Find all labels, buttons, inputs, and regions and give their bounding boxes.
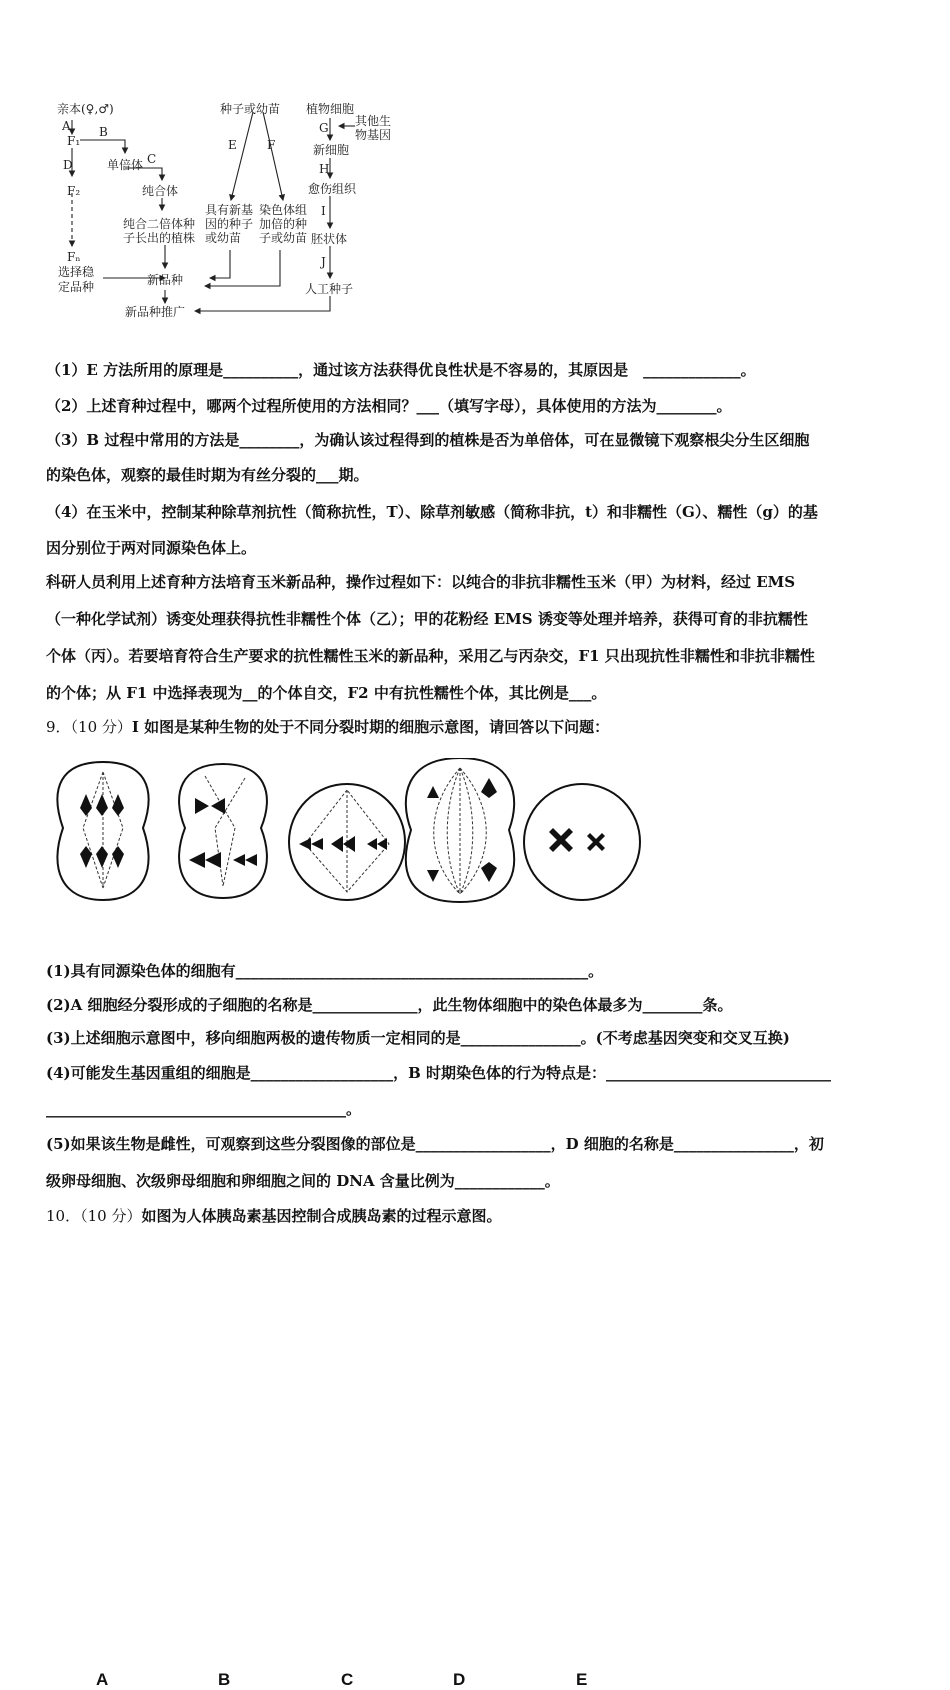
- q9-intro: I 如图是某种生物的处于不同分裂时期的细胞示意图，请回答以下问题：: [131, 718, 610, 736]
- doubled-label-1: 染色体组: [259, 203, 308, 217]
- q8-line-8: （一种化学试剂）诱变处理获得抗性非糯性个体（乙）；甲的花粉经 EMS 诱变等处理并培养，获得可育的非抗糯性: [46, 610, 808, 628]
- step-e-label: E: [228, 138, 237, 152]
- step-d-label: D: [63, 158, 73, 172]
- callus-label: 愈伤组织: [308, 182, 357, 196]
- q9-number: 9．（10 分）: [46, 718, 132, 736]
- new-gene-label-2: 因的种子: [205, 217, 254, 231]
- step-h-label: H: [319, 162, 330, 176]
- artificial-seed-label: 人工种子: [305, 282, 354, 296]
- other-gene-label-1: 其他生: [355, 114, 392, 128]
- doubled-label-3: 子或幼苗: [259, 231, 308, 245]
- q10-heading: [46, 1207, 501, 1225]
- q8-line-1: （1）E 方法所用的原理是__________，通过该方法获得优良性状是不容易的，其原因是 _____________。: [46, 361, 756, 379]
- doubled-label-2: 加倍的种: [259, 217, 308, 231]
- q9-line-7: 级卵母细胞、次级卵母细胞和卵细胞之间的 DNA 含量比例为____________。: [46, 1172, 560, 1190]
- new-gene-label-1: 具有新基: [205, 203, 254, 217]
- fn-label: Fₙ: [67, 250, 81, 264]
- step-f-label: F: [267, 138, 276, 152]
- haploid-label: 单倍体: [107, 158, 144, 172]
- q9-heading: [46, 718, 609, 736]
- q9-line-6: (5)如果该生物是雌性，可观察到这些分裂图像的部位是__________________，D 细胞的名称是________________，初: [46, 1135, 824, 1153]
- q8-line-6: 因分别位于两对同源染色体上。: [46, 539, 257, 557]
- variety-promotion-label: 新品种推广: [125, 305, 186, 319]
- embryoid-label: 胚状体: [311, 232, 348, 246]
- q9-line-5: ________________________________________。: [46, 1100, 362, 1118]
- plant-cell-label: 植物细胞: [306, 102, 355, 116]
- cell-label-b: B: [218, 1670, 231, 1689]
- q8-line-10: 的个体；从 F1 中选择表现为__的个体自交，F2 中有抗性糯性个体，其比例是___。: [46, 684, 607, 702]
- new-gene-label-3: 或幼苗: [205, 231, 242, 245]
- q8-line-3: （3）B 过程中常用的方法是________，为确认该过程得到的植株是否为单倍体，可在显微镜下观察根尖分生区细胞: [46, 431, 810, 449]
- breeding-flow-diagram: [55, 98, 392, 323]
- seed-seedling-label: 种子或幼苗: [220, 102, 281, 116]
- step-a-label: A: [62, 119, 71, 133]
- other-gene-label-2: 物基因: [355, 128, 392, 142]
- pure-line-label: 纯合体: [142, 184, 179, 198]
- q8-line-7: 科研人员利用上述育种方法培育玉米新品种，操作过程如下：以纯合的非抗非糯性玉米（甲）为材料，经过 EMS: [46, 573, 796, 591]
- pure-diploid-label-1: 纯合二倍体种: [123, 217, 196, 231]
- step-j-label: J: [321, 255, 326, 269]
- step-i-label: I: [321, 204, 326, 218]
- q8-line-2: （2）上述育种过程中，哪两个过程所使用的方法相同？___（填写字母），具体使用的方法为________。: [46, 397, 732, 415]
- step-c-label: C: [147, 152, 157, 166]
- select-stable-label-2: 定品种: [58, 280, 95, 294]
- cell-b-outline: [179, 764, 267, 898]
- q10-number: 10．（10 分）: [46, 1207, 142, 1225]
- step-g-label: G: [319, 121, 329, 135]
- cell-label-d: D: [453, 1670, 466, 1689]
- cell-label-c: C: [341, 1670, 354, 1689]
- q8-line-4: 的染色体，观察的最佳时期为有丝分裂的___期。: [46, 466, 369, 484]
- f1-label: F₁: [67, 134, 81, 148]
- new-variety-label: 新品种: [147, 273, 184, 287]
- new-cell-label: 新细胞: [313, 143, 350, 157]
- step-b-label: B: [99, 125, 108, 139]
- q8-line-5: （4）在玉米中，控制某种除草剂抗性（简称抗性，T）、除草剂敏感（简称非抗，t）和非糯性（G）、糯性（g）的基: [46, 503, 818, 521]
- f2-label: F₂: [67, 184, 81, 198]
- q10-text: 如图为人体胰岛素基因控制合成胰岛素的过程示意图。: [141, 1207, 502, 1225]
- select-stable-label-1: 选择稳: [58, 265, 95, 279]
- pure-diploid-label-2: 子长出的植株: [123, 231, 196, 245]
- q8-line-9: 个体（丙）。若要培育符合生产要求的抗性糯性玉米的新品种，采用乙与丙杂交，F1 只出现抗性非糯性和非抗非糯性: [46, 647, 815, 665]
- cell-e-outline: [524, 784, 640, 900]
- q9-line-2: (2)A 细胞经分裂形成的子细胞的名称是______________，此生物体细胞中的染色体最多为________条。: [46, 996, 733, 1014]
- q9-line-3: (3)上述细胞示意图中，移向细胞两极的遗传物质一定相同的是________________。(不考虑基因突变和交叉互换): [46, 1029, 790, 1047]
- q9-line-1: (1)具有同源染色体的细胞有_______________________________________________。: [46, 962, 604, 980]
- cell-label-e: E: [576, 1670, 588, 1689]
- q9-line-4: (4)可能发生基因重组的细胞是___________________，B 时期染色体的行为特点是：______________________________: [46, 1064, 832, 1082]
- cell-label-a: A: [96, 1670, 109, 1689]
- cell-drawings: [55, 758, 645, 908]
- parent-label: 亲本(♀,♂): [57, 102, 114, 116]
